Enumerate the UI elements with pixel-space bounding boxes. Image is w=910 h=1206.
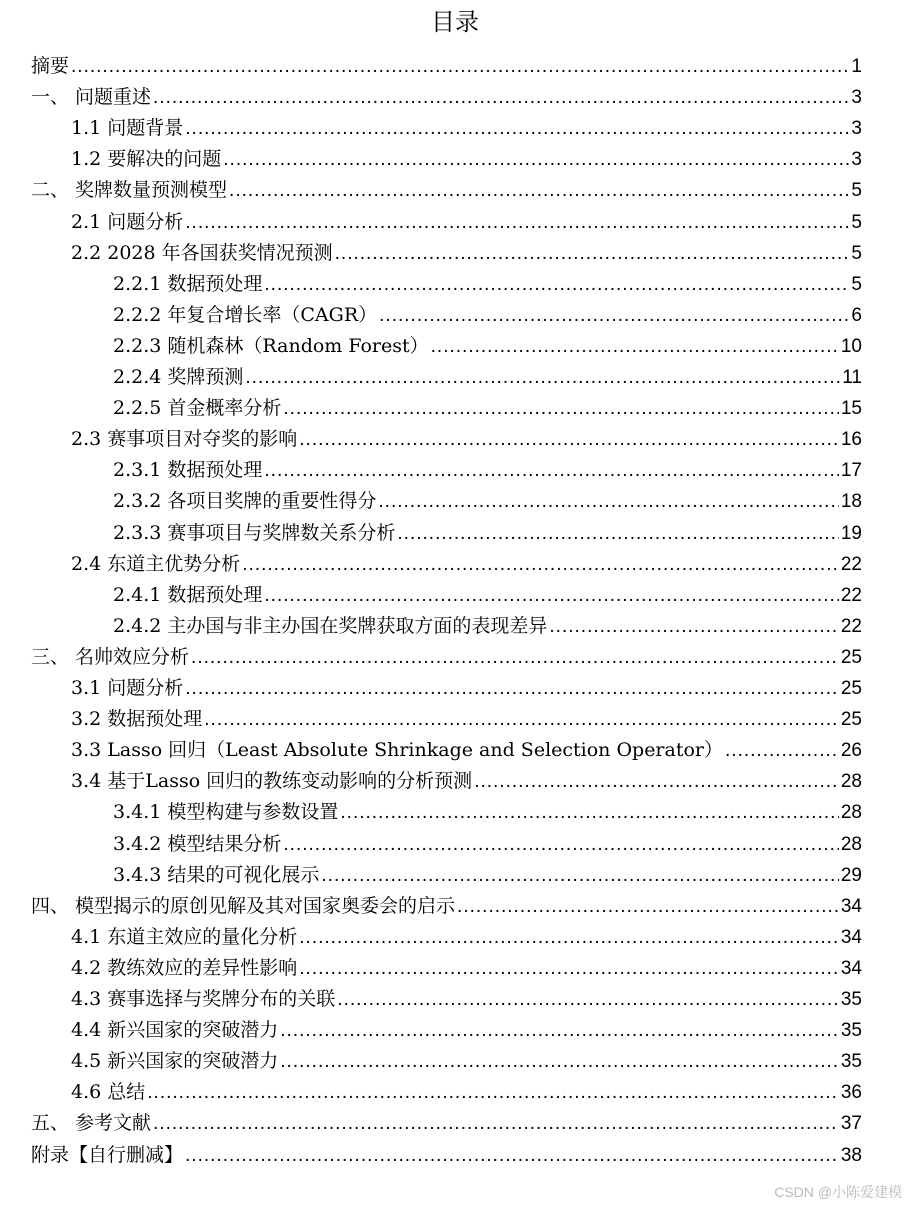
toc-entry-page: 34	[840, 895, 862, 917]
dot-leader	[264, 457, 838, 485]
toc-entry[interactable]	[71, 954, 862, 982]
toc-entry-label: 1.2 要解决的问题	[71, 148, 222, 171]
dot-leader	[431, 333, 839, 361]
toc-entry-page: 35	[840, 1051, 862, 1073]
toc-entry-page: 37	[840, 1113, 862, 1135]
toc-entry-label: 2.1 问题分析	[71, 210, 184, 233]
toc-entry-page: 3	[851, 87, 862, 109]
dot-leader	[264, 582, 838, 610]
dot-leader	[153, 1110, 839, 1138]
dot-leader	[299, 924, 839, 952]
toc-entry-page: 5	[851, 242, 862, 264]
toc-entry-page: 15	[840, 398, 862, 420]
dot-leader	[153, 84, 849, 112]
toc-entry-page: 36	[840, 1082, 862, 1104]
toc-entry-label: 2.3.1 数据预处理	[113, 459, 263, 482]
dot-leader	[335, 240, 850, 268]
toc-entry-label: 2.2.5 首金概率分析	[113, 397, 282, 420]
toc-entry[interactable]	[31, 1109, 862, 1137]
toc-entry[interactable]	[31, 52, 862, 80]
toc-entry[interactable]	[71, 674, 862, 702]
dot-leader	[242, 551, 839, 579]
toc-entry-page: 6	[851, 304, 862, 326]
dot-leader	[283, 395, 838, 423]
toc-entry[interactable]	[113, 301, 862, 329]
dot-leader	[321, 862, 838, 890]
toc-entry-label: 2.2 2028 年各国获奖情况预测	[71, 241, 333, 264]
dot-leader	[71, 53, 849, 81]
toc-entry-page: 35	[840, 989, 862, 1010]
toc-entry-label: 3.4 基于Lasso 回归的教练变动影响的分析预测	[71, 770, 473, 793]
toc-entry[interactable]	[71, 550, 862, 578]
toc-entry-page: 25	[840, 709, 862, 731]
toc-entry[interactable]	[31, 1141, 862, 1169]
toc-entry-page: 29	[840, 864, 862, 886]
toc-entry-label: 2.3.2 各项目奖牌的重要性得分	[113, 490, 377, 513]
dot-leader	[223, 146, 849, 174]
toc-entry-label: 2.4.1 数据预处理	[113, 583, 263, 606]
dot-leader	[340, 799, 838, 827]
toc-entry[interactable]	[113, 612, 862, 640]
toc-entry-label: 4.5 新兴国家的突破潜力	[71, 1050, 279, 1073]
toc-entry-label: 2.2.2 年复合增长率（CAGR）	[113, 303, 378, 326]
toc-entry-label: 2.2.4 奖牌预测	[113, 366, 244, 388]
dot-leader	[280, 1048, 839, 1076]
toc-entry[interactable]	[113, 830, 862, 858]
toc-entry-page: 25	[840, 678, 862, 699]
toc-entry-label: 3.4.1 模型构建与参数设置	[113, 801, 339, 824]
toc-entry[interactable]	[71, 736, 862, 764]
toc-entry-label: 2.3.3 赛事项目与奖牌数关系分析	[113, 521, 396, 544]
toc-entry[interactable]	[71, 923, 862, 951]
dot-leader	[549, 613, 838, 641]
toc-entry-page: 10	[840, 335, 862, 357]
dot-leader	[245, 364, 840, 392]
toc-entry[interactable]	[71, 145, 862, 173]
toc-entry-page: 28	[840, 802, 862, 824]
toc-entry-label: 4.3 赛事选择与奖牌分布的关联	[71, 988, 336, 1010]
toc-entry[interactable]	[113, 363, 862, 391]
toc-entry-label: 三、 名帅效应分析	[31, 645, 190, 668]
toc-entry[interactable]	[31, 643, 862, 671]
toc-entry-page: 19	[840, 522, 862, 544]
toc-entry-page: 25	[840, 646, 862, 668]
toc-entry[interactable]	[71, 1078, 862, 1106]
toc-entry-page: 3	[851, 149, 862, 171]
toc-entry[interactable]	[71, 425, 862, 453]
dot-leader	[379, 302, 849, 330]
toc-entry[interactable]	[71, 208, 862, 236]
toc-entry[interactable]	[113, 487, 862, 515]
toc-entry-label: 3.2 数据预处理	[71, 708, 203, 731]
toc-entry-label: 3.1 问题分析	[71, 677, 184, 699]
toc-entry-label: 2.2.1 数据预处理	[113, 272, 263, 295]
toc-entry-page: 1	[851, 56, 862, 77]
dot-leader	[280, 1017, 839, 1045]
toc-entry-label: 摘要	[31, 55, 70, 77]
toc-entry-page: 5	[851, 273, 862, 295]
toc-entry[interactable]	[113, 861, 862, 889]
dot-leader	[283, 831, 838, 859]
toc-entry-label: 四、 模型揭示的原创见解及其对国家奥委会的启示	[31, 894, 456, 917]
dot-leader	[191, 644, 839, 672]
toc-entry-page: 22	[840, 584, 862, 606]
toc-entry-page: 18	[840, 491, 862, 513]
toc-entry-page: 28	[840, 771, 862, 793]
dot-leader	[397, 520, 838, 548]
dot-leader	[185, 209, 849, 237]
toc-entry[interactable]	[113, 581, 862, 609]
toc-entry-label: 二、 奖牌数量预测模型	[31, 179, 228, 202]
dot-leader	[337, 986, 839, 1014]
toc-entry-label: 4.1 东道主效应的量化分析	[71, 925, 298, 948]
toc-entry-page: 34	[840, 926, 862, 948]
toc-entry-label: 3.4.3 结果的可视化展示	[113, 863, 320, 886]
dot-leader	[204, 706, 839, 734]
toc-entry[interactable]	[113, 798, 862, 826]
toc-entry[interactable]	[71, 767, 862, 795]
toc-entry-page: 17	[840, 460, 862, 482]
toc-entry[interactable]	[71, 1016, 862, 1044]
toc-entry-page: 11	[842, 367, 862, 388]
dot-leader	[185, 675, 839, 703]
toc-entry-label: 3.3 Lasso 回归（Least Absolute Shrinkage and Selection Operator）	[71, 739, 724, 762]
toc-entry[interactable]	[113, 456, 862, 484]
toc-entry-label: 一、 问题重述	[31, 86, 152, 109]
toc-entry-page: 22	[840, 615, 862, 637]
toc-entry-page: 34	[840, 957, 862, 979]
toc-entry-page: 35	[840, 1020, 862, 1042]
toc-entry-page: 28	[840, 833, 862, 855]
toc-entry-label: 2.3 赛事项目对夺奖的影响	[71, 428, 298, 451]
dot-leader	[299, 426, 839, 454]
toc-entry[interactable]	[113, 394, 862, 422]
toc-entry-label: 4.6 总结	[71, 1081, 146, 1104]
toc-entry[interactable]	[71, 239, 862, 267]
toc-entry-page: 5	[851, 211, 862, 233]
toc-entry-label: 2.2.3 随机森林（Random Forest）	[113, 334, 429, 357]
toc-entry[interactable]	[113, 332, 862, 360]
toc-entry-page: 16	[840, 429, 862, 451]
page-title: 目录	[431, 8, 479, 36]
toc-entry-page: 5	[851, 180, 862, 202]
toc-entry-label: 4.2 教练效应的差异性影响	[71, 956, 298, 979]
toc-entry[interactable]	[31, 83, 862, 111]
toc-entry[interactable]	[113, 270, 862, 298]
toc-entry[interactable]	[71, 985, 862, 1013]
watermark: CSDN @小陈爱建模	[774, 1184, 902, 1200]
toc-entry-page: 3	[851, 118, 862, 140]
toc-entry-label: 4.4 新兴国家的突破潜力	[71, 1019, 279, 1042]
toc-entry-label: 1.1 问题背景	[71, 117, 184, 140]
toc-entry[interactable]	[31, 176, 862, 204]
toc-entry-label: 五、 参考文献	[31, 1112, 152, 1135]
dot-leader	[474, 768, 839, 796]
dot-leader	[185, 1142, 839, 1170]
toc-entry-label: 2.4 东道主优势分析	[71, 552, 241, 575]
dot-leader	[229, 177, 849, 205]
dot-leader	[147, 1079, 839, 1107]
toc-entry-page: 38	[840, 1144, 862, 1166]
toc-entry-page: 22	[840, 553, 862, 575]
dot-leader	[185, 115, 849, 143]
dot-leader	[457, 893, 839, 921]
toc-entry[interactable]	[71, 705, 862, 733]
toc-entry[interactable]	[71, 114, 862, 142]
toc-entry-label: 附录【自行删减】	[31, 1143, 184, 1166]
toc-entry-page: 26	[840, 740, 862, 762]
dot-leader	[725, 737, 839, 765]
toc-entry-label: 3.4.2 模型结果分析	[113, 832, 282, 855]
toc-entry[interactable]	[71, 1047, 862, 1075]
toc-entry[interactable]	[113, 519, 862, 547]
dot-leader	[378, 488, 838, 516]
toc-entry[interactable]	[31, 892, 862, 920]
dot-leader	[299, 955, 839, 983]
toc-entry-label: 2.4.2 主办国与非主办国在奖牌获取方面的表现差异	[113, 614, 548, 637]
dot-leader	[264, 271, 849, 299]
